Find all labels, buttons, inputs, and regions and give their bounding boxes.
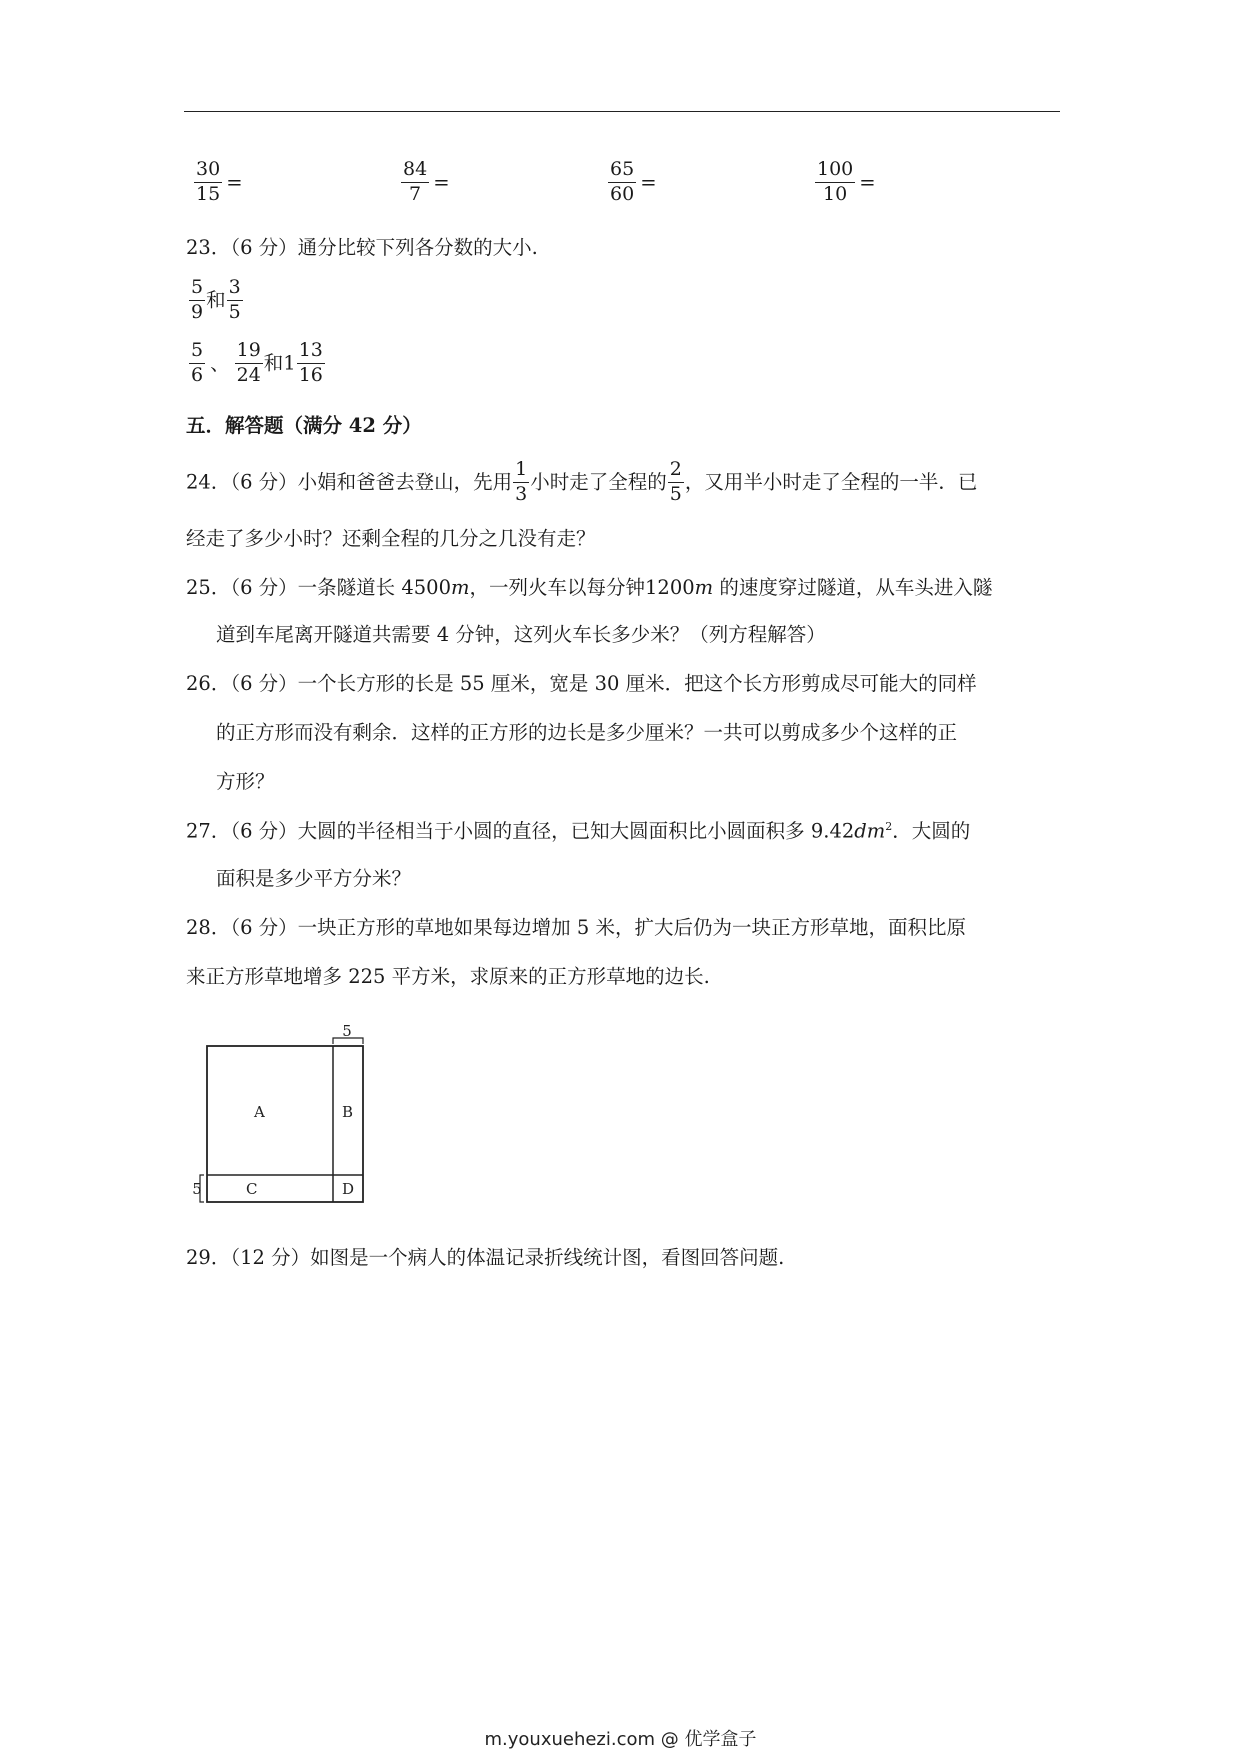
denominator: 6 xyxy=(191,363,204,386)
denominator: 9 xyxy=(191,300,204,323)
numerator: 84 xyxy=(401,160,429,183)
denominator: 60 xyxy=(610,182,635,205)
question-25-line-1 xyxy=(186,578,992,598)
question-24-line-1 xyxy=(186,460,977,505)
separator: 、 xyxy=(210,351,230,375)
numerator: 19 xyxy=(235,341,263,364)
label-d: D xyxy=(342,1180,355,1198)
header-rule xyxy=(184,111,1060,112)
unit-dm: dm xyxy=(854,819,886,843)
numerator: 13 xyxy=(297,341,325,364)
equals-sign: = xyxy=(226,170,243,194)
question-27-text-b: ．大圆的 xyxy=(892,819,971,843)
denominator: 24 xyxy=(236,363,261,386)
question-29-line-1: 29．（12 分）如图是一个病人的体温记录折线统计图，看图回答问题. xyxy=(186,1246,785,1269)
question-25-text-b: ，一列火车以每分钟1200 xyxy=(469,576,695,599)
label-a: A xyxy=(254,1103,265,1121)
question-28-line-2: 来正方形草地增多 225 平方米，求原来的正方形草地的边长. xyxy=(186,965,710,988)
question-25-line-2: 道到车尾离开隧道共需要 4 分钟，这列火车长多少米？（列方程解答） xyxy=(216,623,826,646)
label-b: B xyxy=(342,1103,354,1121)
question-23-title: 23．（6 分）通分比较下列各分数的大小. xyxy=(186,236,538,259)
square-expansion-figure xyxy=(192,1018,372,1210)
denominator: 5 xyxy=(669,482,682,505)
numerator: 30 xyxy=(194,160,222,183)
footer-watermark: m.youxuehezi.com @ 优学盒子 xyxy=(484,1729,757,1750)
denominator: 5 xyxy=(228,300,241,323)
question-25-text-a: 25．（6 分）一条隧道长 4500 xyxy=(186,576,451,599)
connector: 和1 xyxy=(263,351,296,375)
denominator: 10 xyxy=(823,182,848,205)
outer-square xyxy=(207,1046,363,1202)
section-5-title: 五．解答题（满分 42 分） xyxy=(186,414,422,437)
question-23-line-2 xyxy=(188,341,326,386)
denominator: 15 xyxy=(196,182,221,205)
numerator: 100 xyxy=(815,160,855,183)
question-27-text-a: 27．（6 分）大圆的半径相当于小圆的直径，已知大圆面积比小圆面积多 9.42 xyxy=(186,819,855,843)
question-26-line-3: 方形？ xyxy=(216,770,275,793)
denominator: 16 xyxy=(298,363,323,386)
question-24-line-2: 经走了多少小时？还剩全程的几分之几没有走？ xyxy=(186,527,596,550)
fraction-item-1 xyxy=(193,160,243,205)
numerator: 2 xyxy=(668,460,684,483)
label-left-5: 5 xyxy=(192,1180,202,1198)
question-24-text-c: ，又用半小时走了全程的一半．已 xyxy=(684,470,978,494)
question-23-line-1 xyxy=(188,278,244,323)
question-24-text-b: 小时走了全程的 xyxy=(530,470,667,494)
unit-meter: m xyxy=(694,576,714,599)
fraction-item-2 xyxy=(400,160,450,205)
question-28-line-1: 28．（6 分）一块正方形的草地如果每边增加 5 米，扩大后仍为一块正方形草地，面积比原 xyxy=(186,916,966,939)
denominator: 3 xyxy=(515,482,528,505)
superscript: 2 xyxy=(885,820,893,833)
unit-meter: m xyxy=(451,576,470,599)
question-26-line-1: 26．（6 分）一个长方形的长是 55 厘米，宽是 30 厘米．把这个长方形剪成尽可能大的同样 xyxy=(186,672,977,695)
numerator: 1 xyxy=(513,460,529,483)
connector: 和 xyxy=(206,288,226,312)
numerator: 3 xyxy=(227,278,243,301)
denominator: 7 xyxy=(409,182,422,205)
equals-sign: = xyxy=(859,170,876,194)
fraction-item-4 xyxy=(814,160,876,205)
question-27-line-2: 面积是多少平方分米？ xyxy=(216,867,412,890)
numerator: 5 xyxy=(189,278,205,301)
question-24-text-a: 24．（6 分）小娟和爸爸去登山，先用 xyxy=(186,470,513,494)
fraction-item-3 xyxy=(607,160,657,205)
label-top-5: 5 xyxy=(342,1022,352,1040)
label-c: C xyxy=(246,1180,258,1198)
question-25-text-c: 的速度穿过隧道，从车头进入隧 xyxy=(713,576,993,599)
equals-sign: = xyxy=(640,170,657,194)
numerator: 65 xyxy=(608,160,636,183)
numerator: 5 xyxy=(189,341,205,364)
question-27-line-1 xyxy=(186,821,970,841)
question-26-line-2: 的正方形而没有剩余．这样的正方形的边长是多少厘米？一共可以剪成多少个这样的正 xyxy=(216,721,958,744)
equals-sign: = xyxy=(433,170,450,194)
